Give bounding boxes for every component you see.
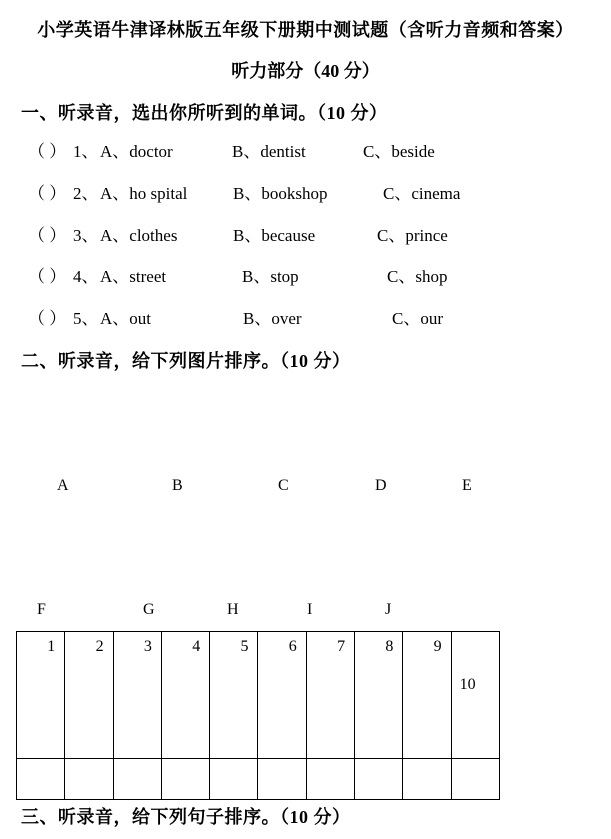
- question-number: 5、: [73, 309, 99, 328]
- answer-cell[interactable]: [65, 759, 113, 800]
- option-a: A、clothes: [100, 226, 178, 245]
- picture-label: D: [375, 477, 387, 494]
- table-number-cell: 8: [355, 632, 403, 759]
- question-number: 1、: [73, 142, 99, 161]
- answer-cell[interactable]: [113, 759, 161, 800]
- option-a: A、out: [100, 309, 151, 328]
- section3-heading: 三、听录音，给下列句子排序。（10 分）: [21, 807, 351, 827]
- picture-label: J: [385, 601, 392, 618]
- question-row-1: [28, 140, 603, 164]
- table-number-cell: 1: [17, 632, 65, 759]
- table-number-cell: 2: [65, 632, 113, 759]
- picture-label: H: [227, 601, 239, 618]
- table-number-cell: 7: [306, 632, 354, 759]
- option-c: C、shop: [387, 267, 448, 286]
- answer-blank[interactable]: （ ）: [28, 267, 67, 286]
- picture-label: B: [172, 477, 183, 494]
- option-c: C、cinema: [383, 184, 461, 203]
- option-b: B、dentist: [232, 142, 306, 161]
- answer-cell[interactable]: [258, 759, 306, 800]
- option-a: A、street: [100, 267, 167, 286]
- option-a: A、doctor: [100, 142, 173, 161]
- table-number-row: [17, 632, 500, 759]
- answer-cell[interactable]: [161, 759, 209, 800]
- answer-cell[interactable]: [451, 759, 499, 800]
- question-row-5: [28, 307, 603, 331]
- page-title: 小学英语牛津译林版五年级下册期中测试题（含听力音频和答案）: [37, 20, 574, 40]
- answer-cell[interactable]: [403, 759, 451, 800]
- table-number-cell: 9: [403, 632, 451, 759]
- answer-cell[interactable]: [17, 759, 65, 800]
- answer-cell[interactable]: [210, 759, 258, 800]
- option-b: B、bookshop: [233, 184, 328, 203]
- section1-heading: 一、听录音，选出你所听到的单词。（10 分）: [21, 103, 388, 123]
- picture-label: C: [278, 477, 289, 494]
- question-row-2: [28, 182, 603, 206]
- table-number-cell: 5: [210, 632, 258, 759]
- option-b: B、over: [243, 309, 302, 328]
- option-c: C、our: [392, 309, 443, 328]
- table-number-cell: 6: [258, 632, 306, 759]
- picture-label: I: [307, 601, 313, 618]
- answer-table: [16, 631, 500, 800]
- picture-label: E: [462, 477, 472, 494]
- option-b: B、stop: [242, 267, 299, 286]
- option-a: A、ho spital: [100, 184, 188, 203]
- question-row-4: [28, 265, 603, 289]
- table-answer-row: [17, 759, 500, 800]
- answer-blank[interactable]: （ ）: [28, 309, 67, 328]
- picture-labels-a-e: [0, 476, 611, 496]
- option-c: C、beside: [363, 142, 435, 161]
- answer-blank[interactable]: （ ）: [28, 226, 67, 245]
- listening-part-heading: 听力部分（40 分）: [231, 61, 380, 81]
- picture-label: A: [57, 477, 69, 494]
- picture-label: F: [37, 601, 46, 618]
- answer-cell[interactable]: [355, 759, 403, 800]
- question-number: 4、: [73, 267, 99, 286]
- table-number-cell: 10: [451, 632, 499, 759]
- answer-cell[interactable]: [306, 759, 354, 800]
- table-number-cell: 3: [113, 632, 161, 759]
- option-b: B、because: [233, 226, 316, 245]
- answer-blank[interactable]: （ ）: [28, 184, 67, 203]
- question-row-3: [28, 224, 603, 248]
- table-number-cell: 4: [161, 632, 209, 759]
- picture-label: G: [143, 601, 155, 618]
- section2-heading: 二、听录音，给下列图片排序。（10 分）: [21, 351, 351, 371]
- option-c: C、prince: [377, 226, 448, 245]
- answer-blank[interactable]: （ ）: [28, 142, 67, 161]
- question-number: 2、: [73, 184, 99, 203]
- picture-labels-f-j: [0, 600, 611, 620]
- question-number: 3、: [73, 226, 99, 245]
